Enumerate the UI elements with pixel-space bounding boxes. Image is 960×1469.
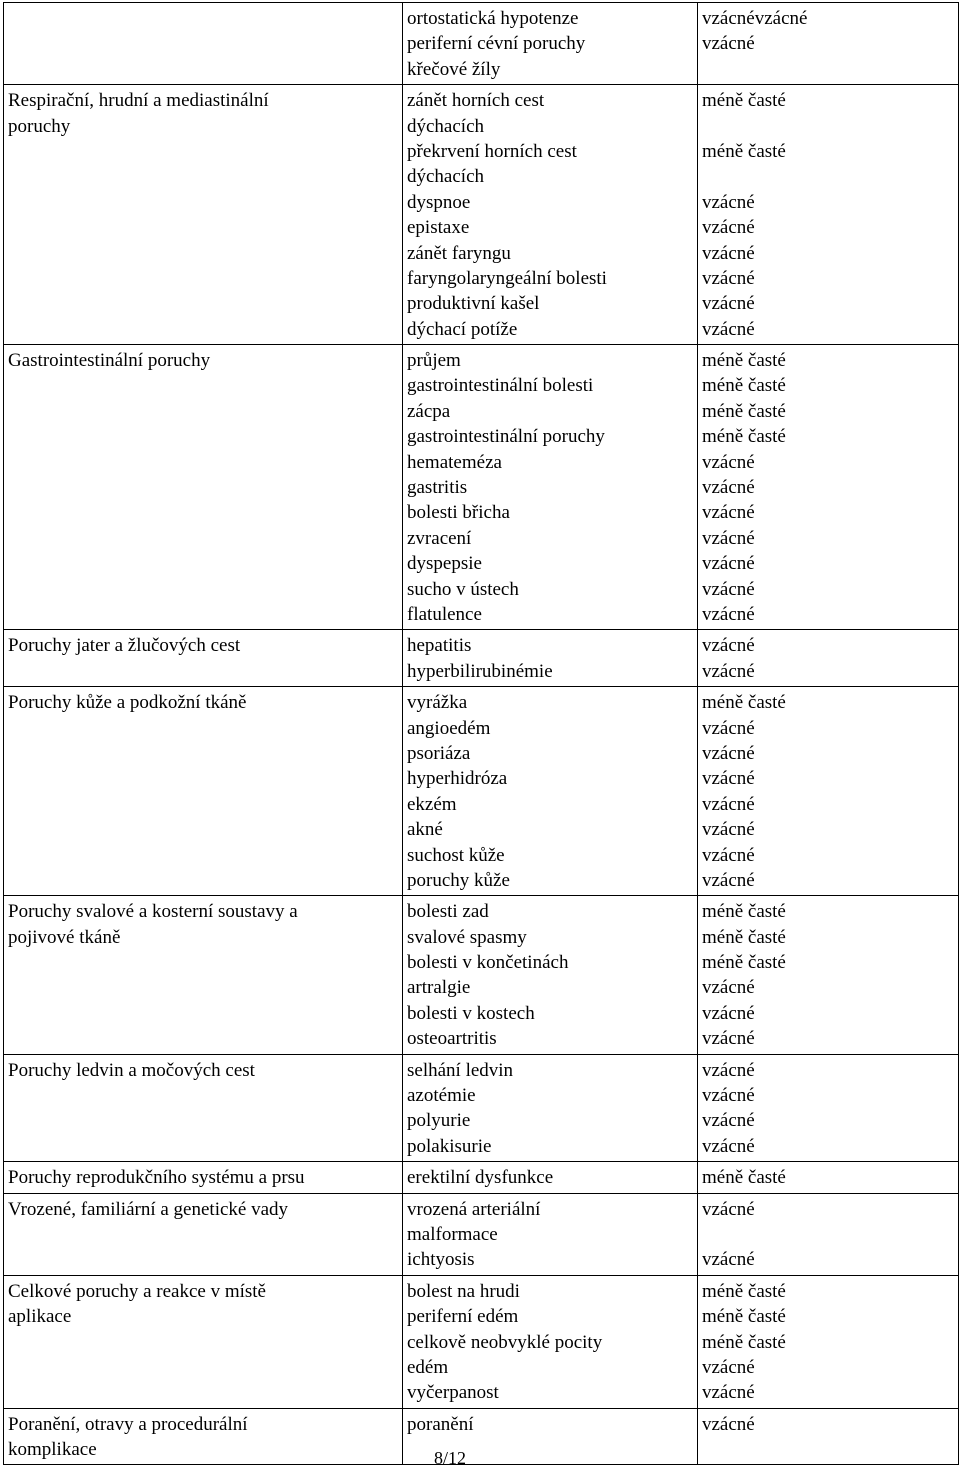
adverse-effect-cell [403,345,698,630]
adverse-effect-line: svalové spasmy [407,926,527,948]
frequency-line: méně časté [702,140,786,162]
adverse-effect-line: sucho v ústech [407,578,519,600]
organ-class-cell [4,1275,403,1408]
adverse-effect-line: vyčerpanost [407,1382,499,1404]
frequency-cell [698,896,959,1054]
adverse-effect-line: bolest na hrudi [407,1280,520,1302]
adverse-effect-line: osteoartritis [407,1028,497,1050]
frequency-line: vzácné [702,318,755,340]
organ-class-cell [4,1193,403,1275]
frequency-line: vzácné [702,242,755,264]
table-row [4,630,959,687]
adverse-effect-line: periferní cévní poruchy [407,33,586,55]
frequency-line: méně časté [702,926,786,948]
organ-class-line: Poruchy svalové a kosterní soustavy a [8,901,298,923]
adverse-effect-line: azotémie [407,1085,476,1107]
table-row [4,345,959,630]
adverse-effect-line: polyurie [407,1110,471,1132]
adverse-effect-line: dýchacích [407,166,485,188]
adverse-effect-line: křečové žíly [407,58,501,80]
frequency-cell [698,1275,959,1408]
organ-class-cell [4,3,403,85]
adverse-effect-line: poranění [407,1413,474,1435]
adverse-effect-line: ichtyosis [407,1249,475,1271]
frequency-line: méně časté [702,1280,786,1302]
adverse-effect-line: selhání ledvin [407,1059,514,1081]
frequency-line: vzácnévzácné [702,8,808,29]
organ-class-line: Poruchy jater a žlučových cest [8,635,241,657]
adverse-effect-line: edém [407,1356,449,1378]
adverse-effect-line: hepatitis [407,635,472,657]
organ-class-line: Poruchy reprodukčního systému a prsu [8,1167,305,1189]
frequency-line: méně časté [702,1331,786,1353]
frequency-line: méně časté [702,375,786,397]
frequency-line: vzácné [702,1413,755,1435]
adverse-effect-line: periferní edém [407,1306,519,1328]
organ-class-line: poruchy [8,115,71,137]
frequency-line: vzácné [702,603,755,625]
frequency-cell [698,687,959,896]
frequency-line: vzácné [702,477,755,499]
organ-class-line: Vrozené, familiární a genetické vady [8,1198,289,1220]
adverse-effect-line: ekzém [407,793,457,815]
adverse-effect-line: vrozená arteriální [407,1198,541,1220]
adverse-effect-line: hyperbilirubinémie [407,660,553,682]
adverse-effect-cell [403,1054,698,1162]
adverse-effect-line: bolesti zad [407,901,489,923]
frequency-line: méně časté [702,426,786,448]
frequency-line: vzácné [702,869,755,891]
adverse-effect-line: hyperhidróza [407,768,508,790]
frequency-line: vzácné [702,267,755,289]
adverse-effect-cell [403,1162,698,1193]
adverse-effect-line: psoriáza [407,742,471,764]
adverse-effect-cell [403,630,698,687]
adverse-effect-line: zvracení [407,527,472,549]
frequency-cell [698,1054,959,1162]
frequency-line: vzácné [702,1249,755,1271]
frequency-line: vzácné [702,1382,755,1404]
frequency-line: méně časté [702,901,786,923]
frequency-line: vzácné [702,1002,755,1024]
adverse-effect-line: bolesti v končetinách [407,952,569,974]
adverse-effect-cell [403,687,698,896]
frequency-line [702,57,954,82]
frequency-line: méně časté [702,400,786,422]
table-row [4,1054,959,1162]
frequency-cell [698,630,959,687]
adverse-effect-line: vyrážka [407,692,468,714]
frequency-line: vzácné [702,451,755,473]
frequency-line: vzácné [702,217,755,239]
table-row [4,896,959,1054]
frequency-line [702,114,954,139]
table-row [4,687,959,896]
frequency-line: vzácné [702,1085,755,1107]
frequency-line: vzácné [702,1028,755,1050]
frequency-line: vzácné [702,742,755,764]
adverse-effect-line: poruchy kůže [407,869,510,891]
table-row [4,1275,959,1408]
organ-class-line [8,6,398,31]
frequency-line: vzácné [702,1356,755,1378]
adverse-effect-line: dyspnoe [407,191,471,213]
adverse-effect-line: epistaxe [407,217,470,239]
frequency-line: vzácné [702,977,755,999]
adverse-effect-cell [403,85,698,345]
organ-class-cell [4,896,403,1054]
organ-class-line: komplikace [8,1439,97,1461]
table-row [4,1162,959,1193]
adverse-effect-line: angioedém [407,717,491,739]
table-body [4,3,959,1465]
frequency-line: vzácné [702,527,755,549]
adverse-effect-line: ortostatická hypotenze [407,8,579,29]
frequency-line: méně časté [702,952,786,974]
frequency-cell [698,345,959,630]
organ-class-line: Celkové poruchy a reakce v místě [8,1280,266,1302]
frequency-line: vzácné [702,553,755,575]
organ-class-line: Poranění, otravy a procedurální [8,1413,248,1435]
adverse-effect-line: gastrointestinální bolesti [407,375,594,397]
adverse-effect-cell [403,1275,698,1408]
adverse-effect-line: dýchacích [407,115,485,137]
frequency-line: vzácné [702,1198,755,1220]
adverse-effect-line: polakisurie [407,1135,492,1157]
frequency-line [702,164,954,189]
adverse-effect-line: gastritis [407,477,468,499]
adverse-effect-line: malformace [407,1223,498,1245]
organ-class-line: Poruchy ledvin a močových cest [8,1059,255,1081]
organ-class-line: Poruchy kůže a podkožní tkáně [8,692,247,714]
frequency-line: vzácné [702,768,755,790]
adverse-effects-table [3,2,959,1465]
frequency-cell [698,3,959,85]
frequency-line: méně časté [702,90,786,112]
organ-class-cell [4,345,403,630]
adverse-effect-line: celkově neobvyklé pocity [407,1331,603,1353]
adverse-effect-line: zánět horních cest [407,90,545,112]
organ-class-cell [4,85,403,345]
frequency-line: vzácné [702,502,755,524]
table-row [4,85,959,345]
adverse-effect-line: flatulence [407,603,482,625]
frequency-line: méně časté [702,350,786,372]
frequency-line: vzácné [702,578,755,600]
adverse-effect-line: dyspepsie [407,553,482,575]
organ-class-cell [4,1162,403,1193]
frequency-line: vzácné [702,844,755,866]
adverse-effect-line: hemateméza [407,451,502,473]
adverse-effect-line: zánět faryngu [407,242,511,264]
adverse-effect-cell [403,3,698,85]
frequency-line: méně časté [702,1306,786,1328]
organ-class-cell [4,687,403,896]
adverse-effect-line: překrvení horních cest [407,140,577,162]
organ-class-cell [4,630,403,687]
frequency-line: méně časté [702,1167,786,1189]
frequency-line [702,1222,954,1247]
frequency-line: méně časté [702,692,786,714]
frequency-line: vzácné [702,660,755,682]
table-row [4,1193,959,1275]
frequency-line: vzácné [702,635,755,657]
frequency-line: vzácné [702,1110,755,1132]
frequency-line: vzácné [702,819,755,841]
table-row [4,3,959,85]
adverse-effect-cell [403,896,698,1054]
frequency-line: vzácné [702,191,755,213]
frequency-line: vzácné [702,717,755,739]
organ-class-line: pojivové tkáně [8,926,121,948]
adverse-effect-line: dýchací potíže [407,318,518,340]
frequency-line: vzácné [702,1059,755,1081]
organ-class-line: Gastrointestinální poruchy [8,350,211,372]
adverse-effect-line: bolesti v kostech [407,1002,535,1024]
frequency-line: vzácné [702,793,755,815]
adverse-effect-line: gastrointestinální poruchy [407,426,605,448]
adverse-effect-line: artralgie [407,977,471,999]
adverse-effect-line: suchost kůže [407,844,505,866]
organ-class-line: aplikace [8,1306,72,1328]
frequency-line: vzácné [702,1135,755,1157]
frequency-line: vzácné [702,293,755,315]
adverse-effect-line: produktivní kašel [407,293,540,315]
frequency-line: vzácné [702,33,755,55]
adverse-effect-line: akné [407,819,443,841]
organ-class-cell [4,1054,403,1162]
frequency-cell [698,1162,959,1193]
adverse-effect-line: zácpa [407,400,451,422]
adverse-effect-cell [403,1193,698,1275]
adverse-effect-line: bolesti břicha [407,502,510,524]
frequency-cell [698,85,959,345]
adverse-effect-line: průjem [407,350,461,372]
page-number: 8/12 [433,1448,466,1468]
adverse-effect-line: erektilní dysfunkce [407,1167,554,1189]
adverse-effect-line: faryngolaryngeální bolesti [407,267,607,289]
organ-class-line: Respirační, hrudní a mediastinální [8,90,269,112]
frequency-cell [698,1193,959,1275]
